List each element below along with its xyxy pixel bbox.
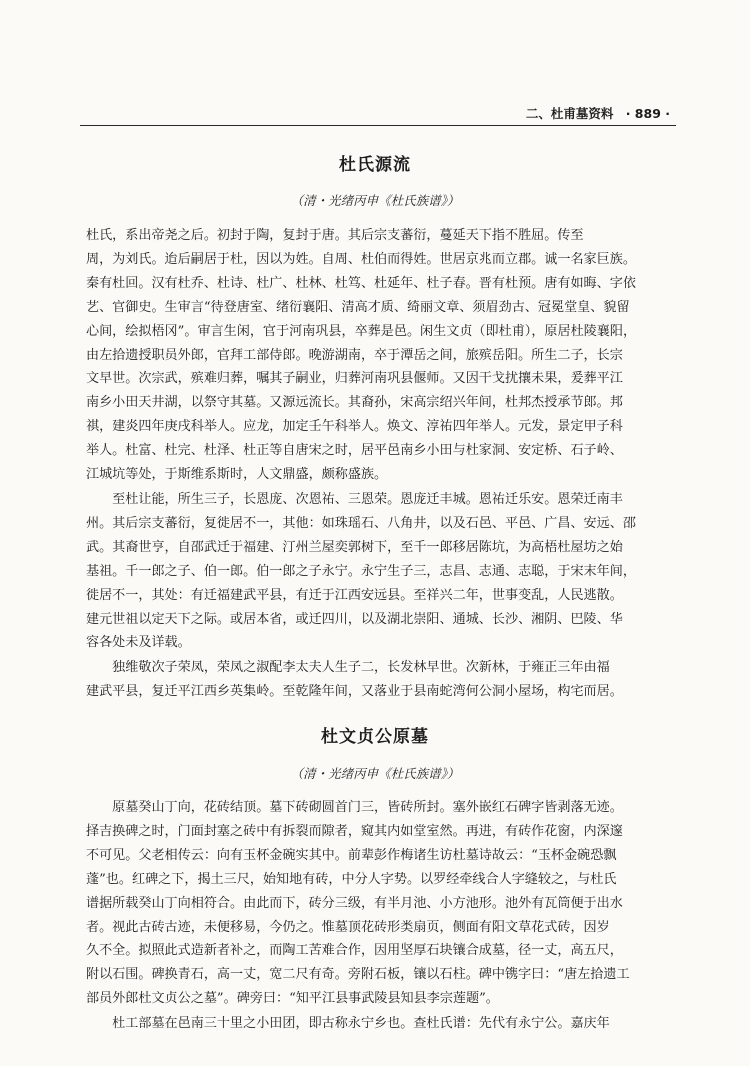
- section-source: （清・光绪丙申《杜氏族谱》）: [290, 193, 460, 208]
- text-line: 容各处未及详载。: [86, 635, 191, 651]
- text-line: 心间，绘拟梧冈”。审言生闲，官于河南巩县，卒葬是邑。闲生文贞（即杜甫），原居杜陵襄阳，: [86, 323, 637, 339]
- text-line: 不可见。父老相传云：向有玉杯金碗实其中。前辈彭作梅诸生访杜墓诗故云：“玉杯金碗恐飘: [86, 847, 617, 863]
- section-title: 杜氏源流: [339, 155, 411, 175]
- header-section-title: 二、杜甫墓资料: [525, 106, 614, 121]
- text-line: 南乡小田天井湖，以祭守其墓。又源远流长。其裔孙，宋高宗绍兴年间，杜邦杰授承节郎。邦: [86, 395, 623, 411]
- text-line: 久不全。拟照此式造新者补之，而陶工苦难合作，因用坚厚石块镶合成墓，径一丈，高五尺，: [86, 943, 623, 959]
- text-line: 秦有杜回。汉有杜乔、杜诗、杜广、杜林、杜笃、杜延年、杜子春。晋有杜预。唐有如晦、字依: [86, 275, 636, 291]
- text-line: 州。其后宗支蕃衍，复徙居不一，其他：如珠瑶石、八角井，以及石邑、平邑、广昌、安远、邵: [86, 515, 636, 531]
- body-paragraph: [86, 656, 666, 704]
- text-line: 独维敬次子荣凤，荣凤之淑配李太夫人生子二，长发林早世。次新林，于雍正三年由福: [86, 660, 610, 675]
- text-line: 至杜让能，所生三子，长恩庞、次恩祐、三恩荣。恩庞迁丰城。恩祐迁乐安。恩荣迁南丰: [86, 492, 623, 507]
- text-line: 蓬”也。红碑之下，揭土三尺，始知地有砖，中分人字势。以罗经牵线合人字缝较之，与杜氏: [86, 871, 617, 887]
- body-paragraph: [86, 1012, 666, 1036]
- text-line: 基祖。千一郎之子、伯一郎。伯一郎之子永宁。永宁生子三，志昌、志通、志聪，于宋末年间，: [86, 563, 636, 579]
- text-line: 艺、官御史。生审言“待登唐室、绪衍襄阳、清高才质、绮丽文章、须眉劲古、冠冕堂皇、貌留: [86, 299, 630, 315]
- page-number: · 889 ·: [625, 106, 670, 121]
- text-line: 祺，建炎四年庚戌科举人。应龙，加定壬午科举人。焕文、淳祐四年举人。元发，景定甲子科: [86, 419, 623, 435]
- text-line: 者。视此古砖古迹，未便移易，今仍之。惟墓顶花砖形类扇页，侧面有阳文草花式砖，因岁: [86, 919, 610, 935]
- text-line: 周，为刘氏。迨后嗣居于杜，因以为姓。自周、杜伯而得姓。世居京兆而立郡。诚一名家巨族。: [86, 251, 636, 267]
- header-rule: [80, 125, 676, 126]
- section-title: 杜文贞公原墓: [321, 727, 429, 747]
- text-line: 原墓癸山丁向，花砖结顶。墓下砖砌圆首门三，皆砖所封。塞外嵌红石碑字皆剥落无迹。: [86, 800, 623, 815]
- running-header: [80, 104, 670, 124]
- text-line: 建武平县，复迁平江西乡英集岭。至乾隆年间，又落业于县南蛇湾何公洞小屋场，构宅而居。: [86, 683, 623, 699]
- text-line: 建元世祖以定天下之际。或居本省，或迁四川，以及湖北崇阳、通城、长沙、湘阴、巴陵、华: [86, 611, 623, 627]
- body-paragraph: [86, 796, 666, 1011]
- text-line: 江城坑等处，于斯维系斯时，人文鼎盛，颇称盛族。: [86, 467, 388, 483]
- text-line: 部员外郎杜文贞公之墓”。碑旁曰：“知平江县事武陵县知县李宗莲题”。: [86, 991, 499, 1007]
- text-line: 谱据所载癸山丁向相符合。由此而下，砖分三级，有半月池、小方池形。池外有瓦筒便于出水: [86, 895, 623, 911]
- body-paragraph: [86, 224, 666, 487]
- text-line: 附以石围。碑换青石，高一丈，宽二尺有奇。旁附石板，镶以石柱。碑中镌字曰：“唐左拾遗工: [86, 967, 630, 983]
- text-line: 杜氏，系出帝尧之后。初封于陶，复封于唐。其后宗支蕃衍，蔓延天下指不胜屈。传至: [86, 228, 584, 243]
- text-line: 文早世。次宗武，殡难归葬，嘱其子嗣业，归葬河南巩县偃师。又因干戈扰攘未果，爰葬平江: [86, 371, 623, 387]
- text-line: 徙居不一，其处：有迁福建武平县，有迁于江西安远县。至祥兴二年，世事变乱，人民逃散。: [86, 587, 623, 603]
- text-line: 武。其裔世亨，自邵武迁于福建、汀州兰屋奕郭树下，至千一郎移居陈坑，为高梧杜屋坊之始: [86, 539, 623, 555]
- body-paragraph: [86, 488, 666, 655]
- text-line: 由左拾遗授职员外郎，官拜工部侍郎。晚游湖南，卒于潭岳之间，旅殡岳阳。所生二子，长宗: [86, 347, 623, 363]
- section-source: （清・光绪丙申《杜氏族谱》）: [290, 766, 460, 781]
- text-line: 杜工部墓在邑南三十里之小田团，即古称永宁乡也。查杜氏谱：先代有永宁公。嘉庆年: [86, 1016, 610, 1031]
- text-line: 举人。杜富、杜完、杜泽、杜正等自唐宋之时，居平邑南乡小田与杜家洞、安定桥、石子岭、: [86, 443, 623, 459]
- text-line: 择吉换碑之时，门面封塞之砖中有拆裂而隙者，窥其内如堂室然。再进，有砖作花窗，内深邃: [86, 823, 623, 839]
